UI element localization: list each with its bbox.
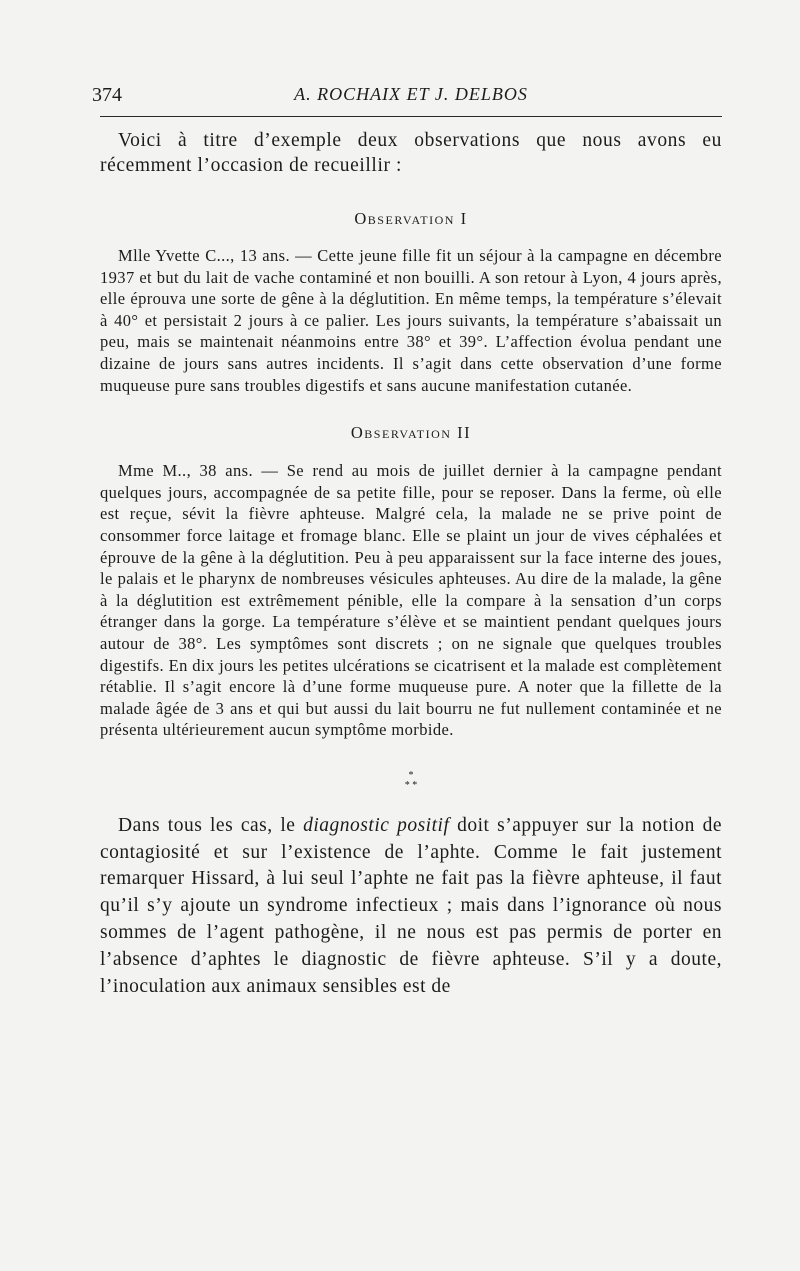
final-paragraph-rest: doit s’appuyer sur la notion de contagiosité et sur l’existence de l’aphte. Comme le fait justement remarquer Hissard, à lui seul l’aphte ne fait pas la fièvre aphteuse, il faut qu’il s’y ajoute un syndrome infectieux ; mais dans l’ignorance où nous sommes de l’agent pathogène, il ne nous est pas permis de porter en l’absence d’aphtes le diagnostic de fièvre aphteuse. S’il y a doute, l’inoculation aux animaux sensibles est de <box>100 814 722 997</box>
final-paragraph-start: Dans tous les cas, le <box>118 814 304 836</box>
running-title: A. ROCHAIX ET J. DELBOS <box>294 84 528 104</box>
asterism-top: * <box>408 769 414 781</box>
observation-2-text: Mme M.., 38 ans. — Se rend au mois de juillet dernier à la campagne pendant quelques jours, accompagnée de sa petite fille, pour se reposer. Dans la ferme, où elle est reçue, sévit la fièvre aphteuse. Malgré cela, la malade ne se prive point de consommer force laitage et fromage blanc. Elle se plaint un jour de vives céphalées et éprouve de la gêne à la déglutition. Peu à peu apparaissent sur la face interne des joues, le palais et le pharynx de nombreuses vésicules aphteuses. Au dire de la malade, la gêne à la déglutition est extrêmement pénible, elle la compare à la sensation d’un corps étranger dans la gorge. La température s’élève et se maintient pendant quelques jours autour de 38°. Les symptômes sont discrets ; on ne signale que quelques troubles digestifs. En dix jours les petites ulcérations se cicatrisent et la malade est complètement rétablie. Il s’agit encore là d’une forme muqueuse pure. A noter que la fillette de la malade âgée de 3 ans et qui but aussi du lait bourru ne fut nullement contaminée et ne présenta ultérieurement aucun symptôme morbide. <box>100 461 722 740</box>
document-page <box>92 80 722 1000</box>
asterism-bottom: * * <box>404 779 418 791</box>
final-paragraph <box>100 813 722 1001</box>
observation-1-heading: Observation I <box>354 209 468 228</box>
header-rule <box>100 116 722 117</box>
intro-paragraph: Voici à titre d’exemple deux observations que nous avons eu récemment l’occasion de recueillir : <box>100 130 722 176</box>
observation-2-heading: Observation II <box>350 423 472 443</box>
observation-1-text: Mlle Yvette C..., 13 ans. — Cette jeune fille fit un séjour à la campagne en décembre 1937 et but du lait de vache contaminé et non bouilli. A son retour à Lyon, 4 jours après, elle éprouva une sorte de gêne à la déglutition. En même temps, la température s’élevait à 40° et persistait 2 jours à ce palier. Les jours suivants, la température s’abaissait un peu, mais se maintenait néanmoins entre 38° et 39°. L’affection évolua pendant une dizaine de jours sans autres incidents. Il s’agit dans cette observation d’une forme muqueuse pure sans troubles digestifs et sans aucune manifestation cutanée. <box>100 246 722 395</box>
final-paragraph-emphasis: diagnostic positif <box>303 814 450 836</box>
section-asterism <box>100 771 722 791</box>
running-header <box>92 80 722 110</box>
page-number: 374 <box>92 84 122 106</box>
